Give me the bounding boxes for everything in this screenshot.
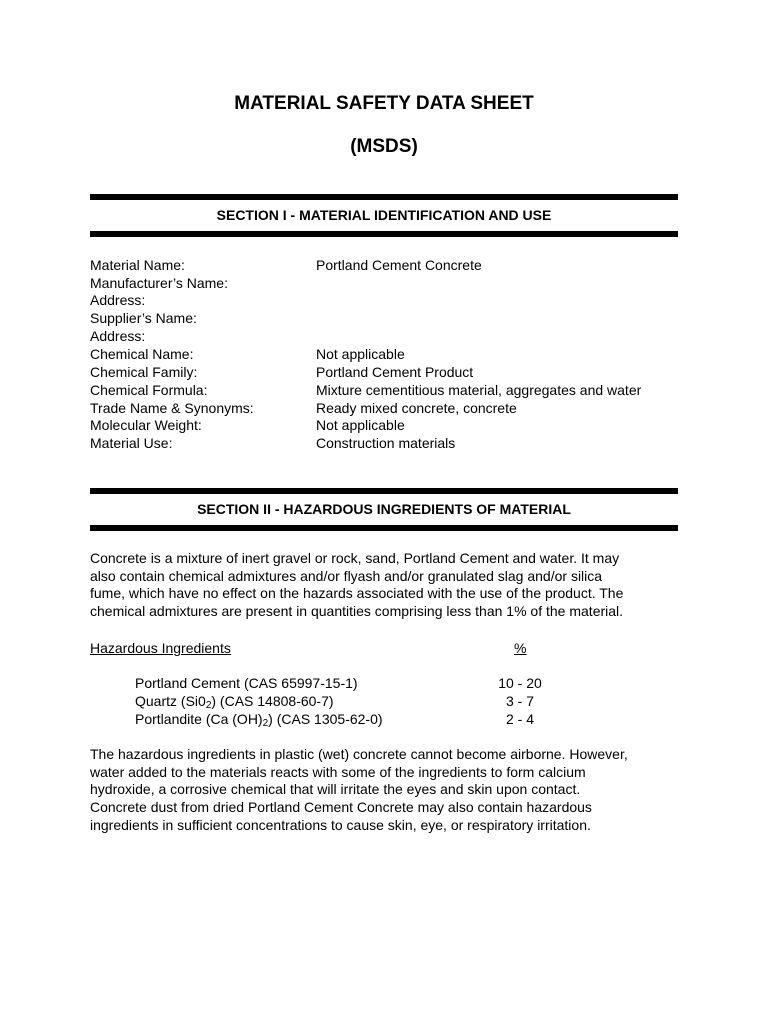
field-chemical-family (90, 363, 690, 381)
paragraph-line: Concrete dust from dried Portland Cement Concrete may also contain hazardous (90, 799, 592, 816)
field-label: Material Name: (90, 257, 185, 273)
section1-heading: SECTION I - MATERIAL IDENTIFICATION AND USE (216, 207, 552, 223)
ingredient-row (135, 692, 555, 710)
ingredient-subscript: 2 (205, 700, 212, 711)
field-trade-name (90, 399, 690, 417)
field-manufacturer-name (90, 274, 690, 292)
paragraph-line: fume, which have no effect on the hazards associated with the use of the product. The (90, 585, 624, 602)
section1-bottom-rule (90, 231, 678, 237)
field-supplier-name (90, 309, 690, 327)
ingredient-name-text: Portland Cement (CAS 65997-15-1) (135, 675, 358, 691)
field-chemical-formula (90, 381, 690, 399)
field-value: Portland Cement Concrete (316, 257, 482, 273)
section2-top-rule (90, 488, 678, 494)
field-label: Chemical Formula: (90, 382, 208, 398)
paragraph-line: Concrete is a mixture of inert gravel or rock, sand, Portland Cement and water. It may (90, 550, 620, 566)
field-label: Address: (90, 328, 146, 344)
ingredient-row (135, 674, 555, 692)
ingredient-percent: 2 - 4 (505, 711, 534, 727)
field-value: Construction materials (316, 435, 456, 451)
field-value: Ready mixed concrete, concrete (316, 400, 517, 416)
field-label: Molecular Weight: (90, 417, 202, 433)
document-subtitle: (MSDS) (350, 136, 418, 157)
ingredient-row (135, 710, 555, 728)
ingredient-name-text: ) (CAS 14808-60-7) (211, 693, 334, 709)
ingredient-name (135, 674, 358, 692)
field-label: Trade Name & Synonyms: (90, 400, 254, 416)
field-material-name (90, 256, 690, 274)
section2-hazard-paragraph (90, 746, 690, 835)
paragraph-line: also contain chemical admixtures and/or flyash and/or granulated slag and/or silica (90, 567, 603, 584)
paragraph-line: water added to the materials reacts with some of the ingredients to form calcium (90, 763, 586, 780)
field-label: Material Use: (90, 435, 173, 451)
ingredient-name-text: Portlandite (Ca (OH) (135, 711, 263, 727)
percent-header: % (514, 640, 527, 656)
field-label: Address: (90, 292, 146, 308)
field-value: Not applicable (316, 417, 405, 433)
paragraph-line: chemical admixtures are present in quantities comprising less than 1% of the material. (90, 603, 624, 620)
hazardous-ingredients-header: Hazardous Ingredients (90, 640, 231, 656)
section2-bottom-rule (90, 525, 678, 531)
section2-intro-paragraph (90, 550, 690, 621)
field-label: Manufacturer’s Name: (90, 275, 228, 291)
field-material-use (90, 434, 690, 452)
field-value: Mixture cementitious material, aggregates and water (316, 382, 642, 398)
field-label: Supplier’s Name: (90, 310, 197, 326)
ingredient-name-text: ) (CAS 1305-62-0) (268, 711, 383, 727)
paragraph-line: hydroxide, a corrosive chemical that will irritate the eyes and skin upon contact. (90, 781, 581, 798)
section2-heading: SECTION II - HAZARDOUS INGREDIENTS OF MATERIAL (197, 501, 571, 517)
section1-top-rule (90, 194, 678, 200)
paragraph-line: The hazardous ingredients in plastic (wet) concrete cannot become airborne. However, (90, 746, 628, 762)
ingredient-percent: 10 - 20 (498, 675, 542, 691)
field-value: Portland Cement Product (316, 364, 474, 380)
field-manufacturer-address (90, 291, 690, 309)
field-molecular-weight (90, 416, 690, 434)
paragraph-line: ingredients in sufficient concentrations to cause skin, eye, or respiratory irritation. (90, 816, 591, 833)
field-chemical-name (90, 345, 690, 363)
field-supplier-address (90, 327, 690, 345)
ingredient-name (135, 692, 334, 710)
ingredient-name-text: Quartz (Si0 (135, 693, 206, 709)
ingredient-subscript: 2 (262, 718, 269, 729)
ingredient-name (135, 710, 383, 728)
document-title: MATERIAL SAFETY DATA SHEET (234, 93, 534, 114)
field-label: Chemical Family: (90, 364, 198, 380)
field-value: Not applicable (316, 346, 405, 362)
field-label: Chemical Name: (90, 346, 194, 362)
ingredient-percent: 3 - 7 (505, 693, 534, 709)
